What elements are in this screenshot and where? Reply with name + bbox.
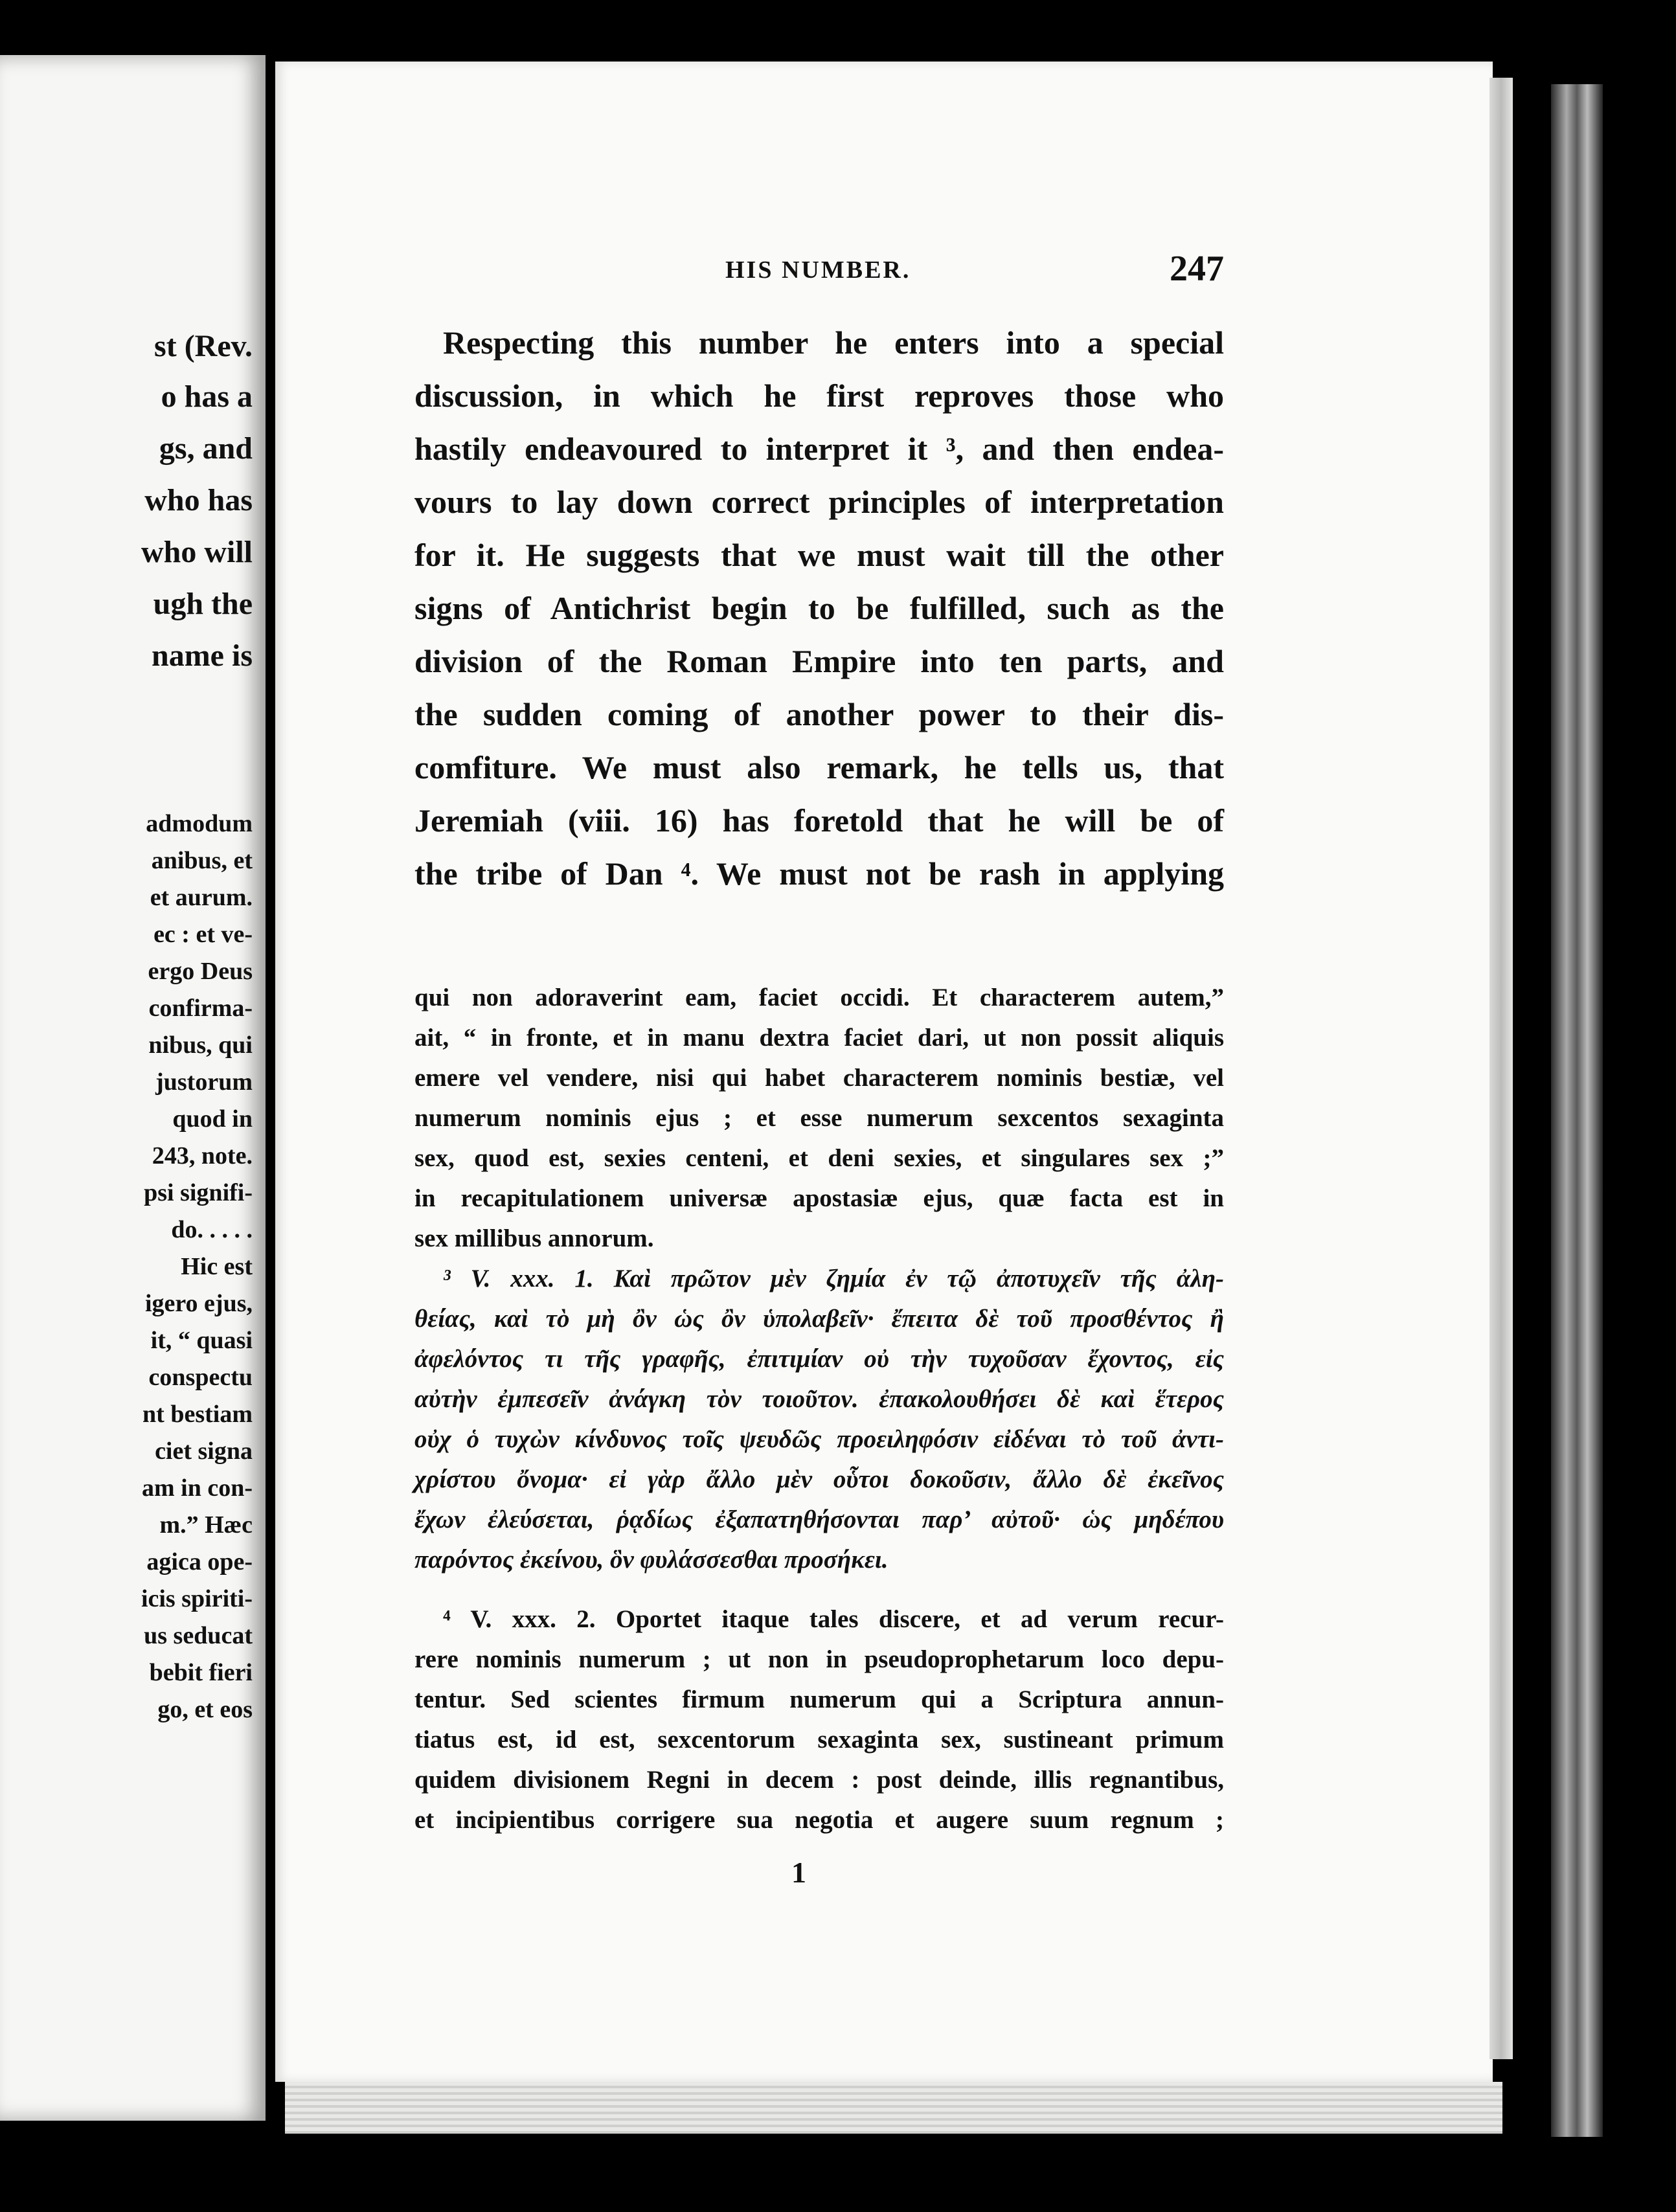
- body-line: hastily endeavoured to interpret it ³, and then endea-: [414, 431, 1224, 467]
- footnote-3-line: θείας, καὶ τὸ μὴ ὂν ὡς ὂν ὑπολαβεῖν· ἔπειτα δὲ τοῦ προσθέντος ἢ: [414, 1305, 1224, 1333]
- bottom-page-edges: [285, 2082, 1502, 2134]
- left-fragment-line: o has a: [161, 379, 253, 414]
- left-fragment-line: igero ejus,: [144, 1290, 253, 1317]
- footnote-4-line: tentur. Sed scientes firmum numerum qui a Scriptura annun-: [414, 1686, 1224, 1713]
- body-line: signs of Antichrist begin to be fulfilled, such as the: [414, 590, 1224, 626]
- left-fragment-line: who will: [141, 535, 253, 569]
- left-fragment-line: et aurum.: [150, 884, 253, 911]
- body-line: Jeremiah (viii. 16) has foretold that he will be of: [414, 802, 1224, 839]
- left-fragment-line: who has: [144, 483, 253, 517]
- footnote-4-line: rere nominis numerum ; ut non in pseudoprophetarum loco depu-: [414, 1645, 1224, 1673]
- footnote-line: in recapitulationem universæ apostasiæ ejus, quæ facta est in: [414, 1184, 1224, 1212]
- left-fragment-line: justorum: [155, 1068, 253, 1096]
- left-fragment-line: it, “ quasi: [150, 1327, 253, 1354]
- page-number: 247: [1170, 249, 1224, 289]
- left-fragment-line: nt bestiam: [142, 1401, 253, 1428]
- footnote-line: sex, quod est, sexies centeni, et deni sexies, et singulares sex ;”: [414, 1144, 1224, 1172]
- left-fragment-line: m.” Hæc: [159, 1511, 253, 1539]
- footnote-line: numerum nominis ejus ; et esse numerum sexcentos sexaginta: [414, 1104, 1224, 1132]
- footnote-line: ait, “ in fronte, et in manu dextra faciet dari, ut non possit aliquis: [414, 1024, 1224, 1052]
- body-line: the sudden coming of another power to their dis-: [414, 696, 1224, 732]
- body-line: discussion, in which he first reproves those who: [414, 378, 1224, 414]
- footnote-3-line: ³ V. xxx. 1. Καὶ πρῶτον μὲν ζημία ἐν τῷ ἀποτυχεῖν τῆς ἀλη-: [443, 1265, 1224, 1292]
- left-fragment-line: admodum: [146, 810, 253, 837]
- body-line: vours to lay down correct principles of interpretation: [414, 484, 1224, 520]
- page-edge-stack: [1489, 78, 1513, 2059]
- footnote-4-line: ⁴ V. xxx. 2. Oportet itaque tales discere, et ad verum recur-: [443, 1605, 1224, 1633]
- left-fragment-line: us seducat: [144, 1622, 253, 1649]
- footnote-4-line: quidem divisionem Regni in decem : post deinde, illis regnantibus,: [414, 1766, 1224, 1794]
- running-head: HIS NUMBER.: [725, 256, 911, 284]
- left-fragment-line: icis spiriti-: [141, 1585, 253, 1612]
- left-fragment-line: st (Rev.: [154, 329, 253, 363]
- body-line: Respecting this number he enters into a special: [443, 324, 1224, 361]
- left-fragment-line: psi signifi-: [144, 1179, 253, 1206]
- footnote-4-line: et incipientibus corrigere sua negotia et augere suum regnum ;: [414, 1806, 1224, 1834]
- left-facing-page: [0, 55, 266, 2121]
- left-fragment-line: gs, and: [159, 431, 253, 466]
- body-line: for it. He suggests that we must wait till the other: [414, 537, 1224, 573]
- left-fragment-line: anibus, et: [151, 847, 253, 874]
- left-fragment-line: quod in: [172, 1105, 253, 1133]
- left-fragment-line: Hic est: [181, 1253, 253, 1280]
- page-header: [414, 249, 1224, 295]
- footnote-line: qui non adoraverint eam, faciet occidi. Et characterem autem,”: [414, 984, 1224, 1011]
- body-line: comfiture. We must also remark, he tells us, that: [414, 749, 1224, 785]
- footnote-3-line: ἔχων ἐλεύσεται, ῥᾳδίως ἐξαπατηθήσονται παρ’ αὐτοῦ· ὡς μηδέπου: [414, 1506, 1224, 1533]
- left-fragment-line: ec : et ve-: [153, 921, 253, 948]
- book-cover-edge: [1551, 84, 1603, 2137]
- body-line: division of the Roman Empire into ten parts, and: [414, 643, 1224, 679]
- left-fragment-line: am in con-: [142, 1474, 253, 1502]
- footnote-line: sex millibus annorum.: [414, 1224, 654, 1252]
- left-fragment-line: go, et eos: [157, 1696, 253, 1723]
- footnote-3-line: χρίστου ὄνομα· εἰ γὰρ ἄλλο μὲν οὗτοι δοκοῦσιν, ἄλλο δὲ ἐκεῖνος: [414, 1465, 1224, 1493]
- left-fragment-line: ugh the: [153, 587, 253, 621]
- body-line: the tribe of Dan ⁴. We must not be rash in applying: [414, 855, 1224, 892]
- footnote-3-line: αὐτὴν ἐμπεσεῖν ἀνάγκη τὸν τοιοῦτον. ἐπακολουθήσει δὲ καὶ ἕτερος: [414, 1385, 1224, 1413]
- left-fragment-line: confirma-: [148, 995, 253, 1022]
- signature-mark: 1: [791, 1856, 806, 1889]
- left-fragment-line: agica ope-: [146, 1548, 253, 1575]
- left-fragment-line: name is: [152, 638, 253, 673]
- footnote-4-line: tiatus est, id est, sexcentorum sexaginta sex, sustineant primum: [414, 1726, 1224, 1754]
- footnote-line: emere vel vendere, nisi qui habet characterem nominis bestiæ, vel: [414, 1064, 1224, 1092]
- left-fragment-line: ciet signa: [155, 1438, 253, 1465]
- left-fragment-line: conspectu: [148, 1364, 253, 1391]
- footnote-3-line: οὐχ ὁ τυχὼν κίνδυνος τοῖς ψευδῶς προειληφόσιν εἰδέναι τὸ τοῦ ἀντι-: [414, 1425, 1224, 1453]
- left-fragment-line: nibus, qui: [148, 1032, 253, 1059]
- footnote-3-line: παρόντος ἐκείνου, ὃν φυλάσσεσθαι προσήκει.: [414, 1546, 889, 1574]
- left-fragment-line: 243, note.: [152, 1142, 253, 1169]
- left-fragment-line: ergo Deus: [148, 958, 253, 985]
- left-fragment-line: bebit fieri: [149, 1659, 253, 1686]
- footnote-3-line: ἀφελόντος τι τῆς γραφῆς, ἐπιτιμίαν οὐ τὴν τυχοῦσαν ἔχοντος, εἰς: [414, 1345, 1224, 1373]
- left-fragment-line: do. . . . .: [171, 1216, 253, 1243]
